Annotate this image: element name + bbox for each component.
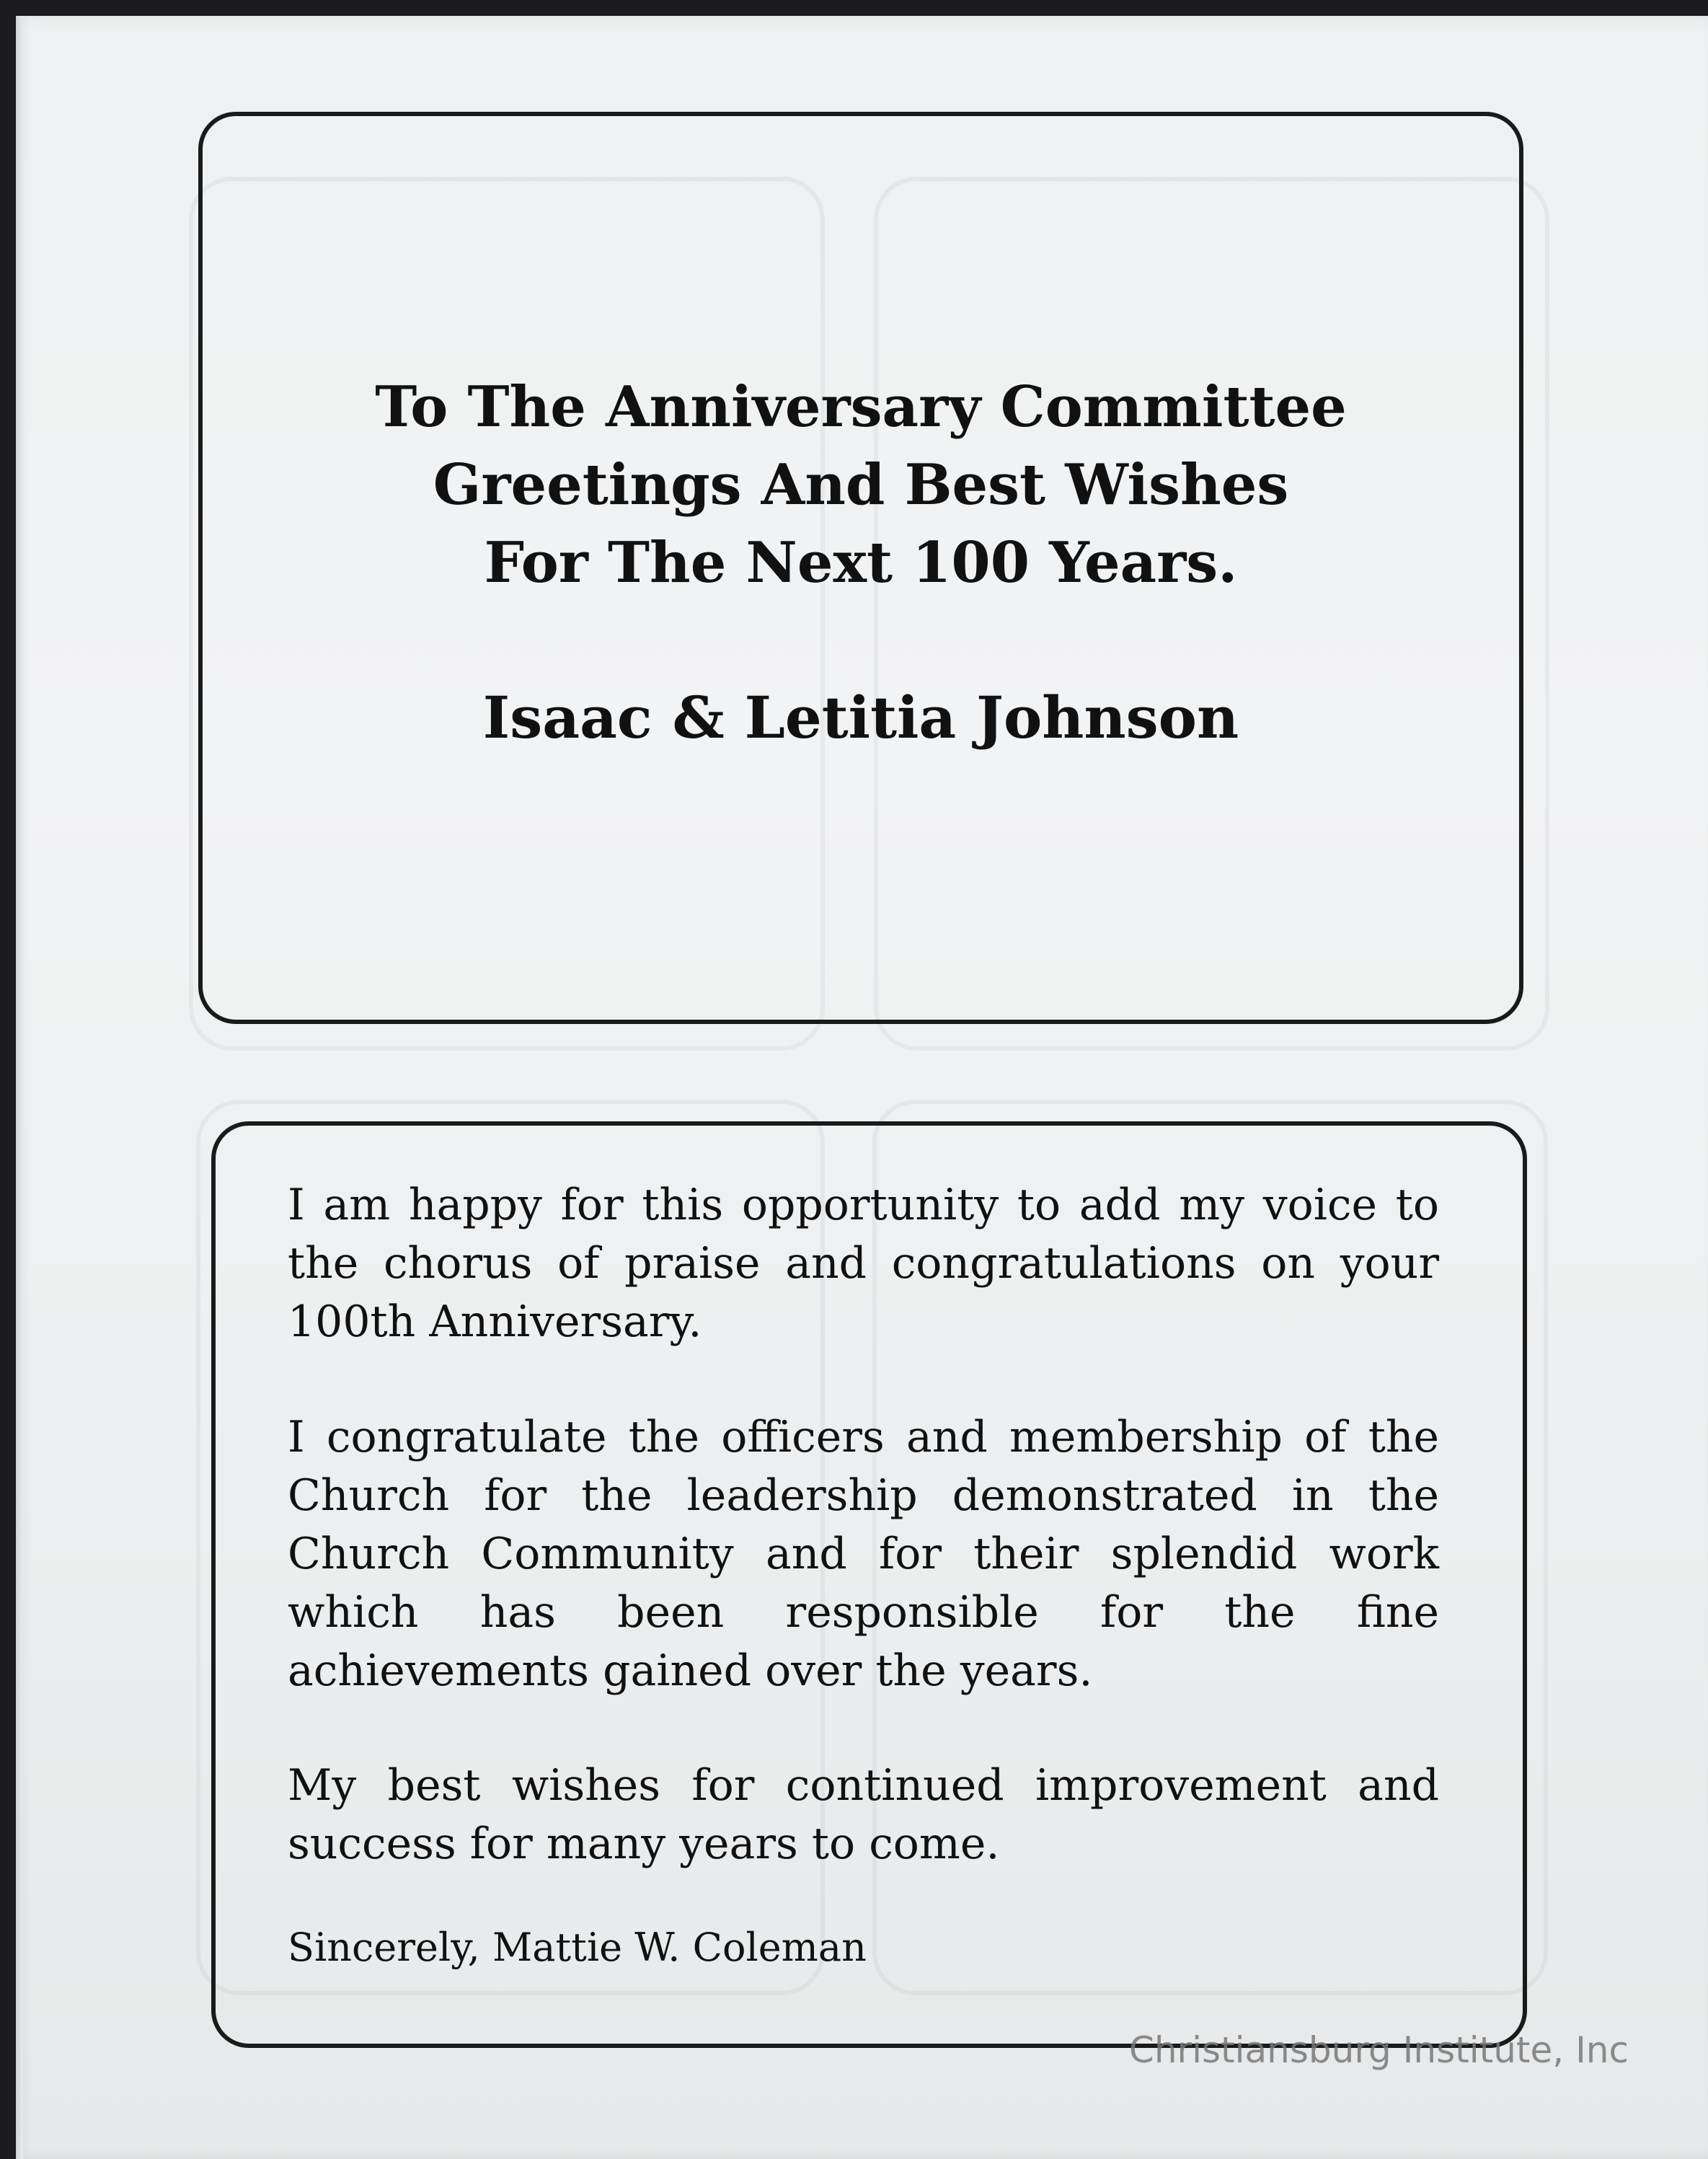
page-edge	[16, 16, 23, 2159]
anniversary-greeting-box	[198, 112, 1523, 1024]
letter-paragraph-1: I am happy for this opportunity to add my voice to the chorus of praise and congratulations on your 100th Anniversary.	[288, 1180, 1439, 1347]
letter-paragraph-2: I congratulate the officers and membership of the Church for the leadership demonstrated in the Church Community and for their splendid work which has been responsible for the fine achievements gained over the years.	[288, 1412, 1439, 1696]
greeting-line-1: To The Anniversary Committee	[375, 374, 1347, 440]
greeting-line-2: Greetings And Best Wishes	[433, 452, 1289, 518]
letter-closing: Sincerely, Mattie W. Coleman	[288, 1925, 867, 1970]
greeting-signature: Isaac & Letitia Johnson	[482, 684, 1239, 751]
letter-paragraph-3: My best wishes for continued improvement and success for many years to come.	[288, 1760, 1439, 1869]
greeting-line-3: For The Next 100 Years.	[484, 530, 1238, 596]
archive-watermark: Christiansburg Institute, Inc	[1128, 2029, 1629, 2071]
congratulation-letter-box	[211, 1121, 1527, 2048]
